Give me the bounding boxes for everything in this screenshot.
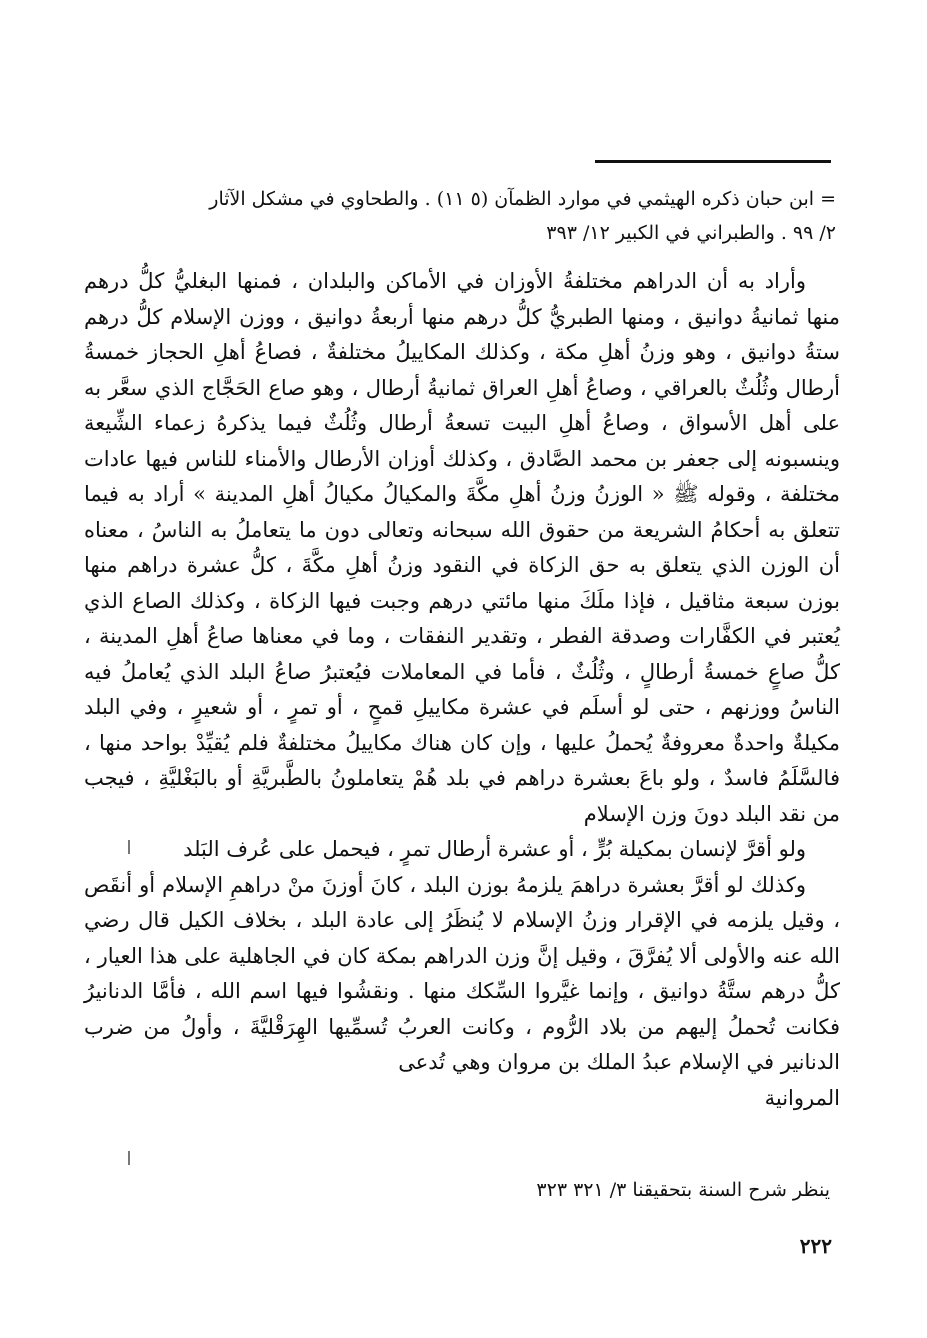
margin-mark <box>128 1151 130 1165</box>
paragraph-dirham-weights: وأراد به أن الدراهم مختلفةُ الأوزان في الأماكن والبلدان ، فمنها البغليُّ كلُّ درهم منها ثمانيةُ دوانيق ، ومنها الطبريُّ كلُّ درهم منها أربعةُ دوانيق ، ووزن الإسلام كلُّ درهم ستةُ دوانيق ، وهو وزنُ أهلِ مكة ، وكذلك المكاييلُ مختلفةٌ ، فصاعُ أهلِ الحجاز خمسةُ أرطال وثُلُثٌ بالعراقي ، وصاعُ أهلِ العراق ثمانيةُ أرطال ، وهو صاع الحَجَّاج الذي سعَّر به على أهل الأسواق ، وصاعُ أهلِ البيت تسعةُ أرطال وثُلُثٌ فيما يذكرهُ زعماء الشِّيعة وينسبونه إلى جعفر بن محمد الصَّادق ، وكذلك أوزان الأرطال والأمناء للناس فيها عادات مختلفة ، وقوله ﷺ « الوزنُ وزنُ أهلِ مكَّةَ والمكيالُ مكيالُ أهلِ المدينة » أراد به فيما تتعلق به أحكامُ الشريعة من حقوق الله سبحانه وتعالى دون ما يتعاملُ به الناسُ ، معناه أن الوزن الذي يتعلق به حق الزكاة في النقود وزنُ أهلِ مكَّةَ ، كلُّ عشرة دراهم منها بوزن سبعة مثاقيل ، فإذا ملَكَ منها مائتي درهم وجبت فيها الزكاة ، وكذلك الصاع الذي يُعتبر في الكفَّارات وصدقة الفطر ، وتقدير النفقات ، وما في معناها صاعُ أهلِ المدينة ، كلُّ صاعٍ خمسةُ أرطالٍ ، وثُلُثٌ ، فأما في المعاملات فيُعتبرُ صاعُ البلد الذي يُعاملُ فيه الناسُ ووزنهم ، حتى لو أسلَم في عشرة مكاييلِ قمحٍ ، أو تمرٍ ، أو شعيرٍ ، وفي البلد مكيلةٌ واحدةٌ معروفةٌ يُحملُ عليها ، وإن كان هناك مكاييلُ مختلفةٌ فلم يُقيِّدْ بواحد منها ، فالسَّلَمُ فاسدٌ ، ولو باعَ بعشرة دراهم في بلد هُمْ يتعاملونُ بالطَّبريَّةِ أو بالبَغْليَّةِ ، فيجب من نقد البلد دونَ وزن الإسلام <box>84 269 840 826</box>
margin-mark <box>128 840 130 854</box>
paragraph-final-word: المروانية <box>764 1085 840 1110</box>
reference-line: ينظر شرح السنة بتحقيقنا ٣/ ٣٢١ ٣٢٣ <box>536 1179 830 1201</box>
main-text <box>84 264 840 1116</box>
footnote-line-2: ٢/ ٩٩ . والطبراني في الكبير ١٢/ ٣٩٣ <box>546 222 836 244</box>
footnote-block <box>84 182 836 250</box>
footnote-line-1: = ابن حبان ذكره الهيثمي في موارد الظمآن (٥ ١١) . والطحاوي في مشكل الآثار <box>209 188 836 210</box>
paragraph-acknowledgment-measure: ولو أقرَّ لإنسان بمكيلة بُرٍّ ، أو عشرة أرطال تمرٍ ، فيحمل على عُرف البَلد <box>183 837 806 861</box>
page-number: ٢٢٢ <box>799 1234 832 1258</box>
footnote-separator-rule <box>595 160 831 163</box>
paragraph-acknowledgment-dirhams: وكذلك لو أقرَّ بعشرة دراهمَ يلزمهُ بوزن البلد ، كانَ أوزنَ منْ دراهمِ الإسلام أو أنقَص ، وقيل يلزمه في الإقرار وزنُ الإسلام لا يُنظَرُ إلى عادة البلد ، بخلاف الكيل قال رضي الله عنه والأولى ألا يُفرَّقَ ، وقيل إنَّ وزن الدراهم بمكة كان في الجاهلية على هذا العيار ، كلُّ درهم ستَّةُ دوانيق ، وإنما غيَّروا السِّكك منها . ونقشُوا فيها اسم الله ، فأمَّا الدنانيرُ فكانت تُحملُ إليهم من بلاد الرُّوم ، وكانت العربُ تُسمِّيها الهِرَقْليَّةَ ، وأولُ من ضرب الدنانير في الإسلام عبدُ الملك بن مروان وهي تُدعى <box>84 872 840 1074</box>
